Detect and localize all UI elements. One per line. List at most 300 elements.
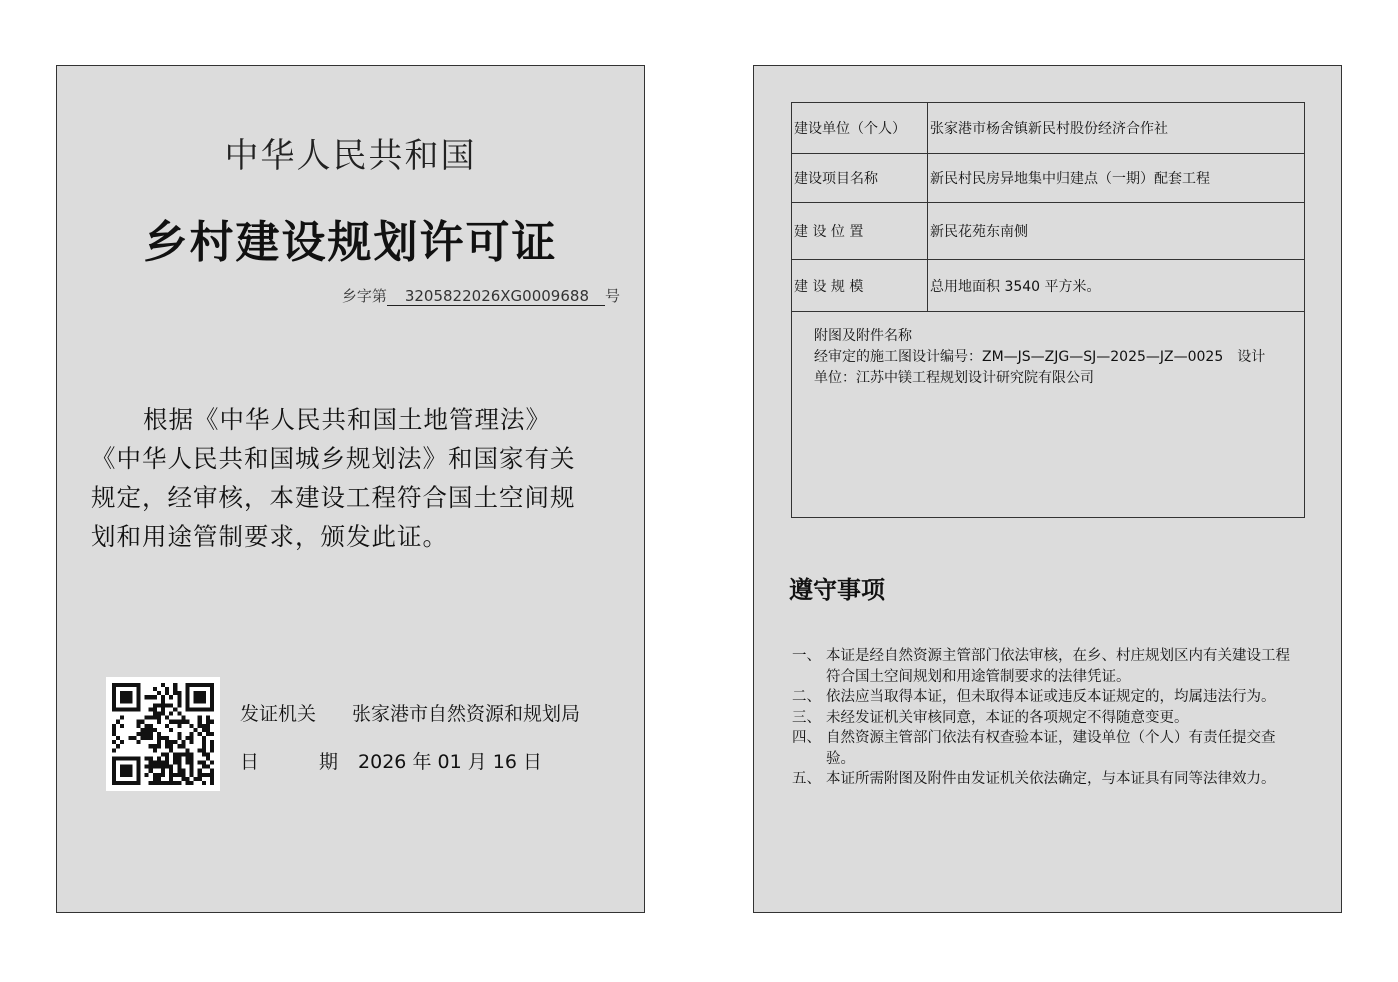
qr-module (202, 765, 206, 769)
permit-statement (91, 400, 615, 556)
qr-module (165, 687, 169, 691)
rule-text: 未经发证机关审核同意，本证的各项规定不得随意变更。 (826, 709, 1189, 726)
qr-module (136, 740, 140, 744)
qr-module (153, 761, 157, 765)
qr-module (149, 781, 153, 785)
qr-module (161, 712, 165, 716)
qr-module (161, 769, 165, 773)
qr-module (190, 740, 194, 744)
qr-module (198, 695, 202, 699)
qr-module (210, 699, 214, 703)
table-row (792, 203, 1305, 260)
qr-module (136, 724, 140, 728)
rule-number: 二、 (792, 689, 821, 705)
qr-module (173, 720, 177, 724)
rule-text: 本证所需附图及附件由发证机关依法确定，与本证具有同等法律效力。 (826, 771, 1276, 787)
qr-module (132, 683, 136, 687)
qr-module (120, 740, 124, 744)
qr-module (206, 707, 210, 711)
field-label: 建 设 规 模 (792, 260, 928, 312)
qr-module (206, 728, 210, 732)
qr-module (185, 695, 189, 699)
qr-module (112, 703, 116, 707)
qr-module (153, 748, 157, 752)
qr-module (185, 752, 189, 756)
qr-module (194, 695, 198, 699)
qr-module (169, 728, 173, 732)
qr-module (202, 748, 206, 752)
qr-module (177, 732, 181, 736)
date-unit: 日 (523, 751, 543, 773)
qr-module (173, 756, 177, 760)
qr-module (124, 683, 128, 687)
qr-module (177, 699, 181, 703)
qr-module (132, 781, 136, 785)
qr-module (185, 777, 189, 781)
qr-module (161, 781, 165, 785)
qr-module (145, 732, 149, 736)
rule-item (792, 708, 1292, 729)
qr-module (165, 761, 169, 765)
qr-module (128, 736, 132, 740)
date-unit: 年 (412, 751, 432, 773)
project-info-table (791, 102, 1305, 518)
qr-module (136, 695, 140, 699)
qr-module (120, 716, 124, 720)
qr-module (210, 695, 214, 699)
qr-module (202, 695, 206, 699)
qr-module (124, 769, 128, 773)
qr-module (136, 691, 140, 695)
rule-number: 三、 (792, 709, 821, 726)
qr-module (165, 744, 169, 748)
qr-module (190, 756, 194, 760)
issuer-value: 张家港市自然资源和规划局 (352, 703, 581, 725)
date-month: 01 (437, 751, 462, 773)
qr-module (128, 769, 132, 773)
qr-module (177, 773, 181, 777)
date-year: 2026 (358, 751, 407, 773)
qr-module (210, 748, 214, 752)
qr-module (120, 683, 124, 687)
qr-module (185, 756, 189, 760)
qr-module (112, 765, 116, 769)
qr-module (161, 703, 165, 707)
qr-module (157, 720, 161, 724)
qr-module (169, 773, 173, 777)
qr-module (145, 756, 149, 760)
qr-module (120, 781, 124, 785)
qr-module (202, 707, 206, 711)
qr-module (153, 777, 157, 781)
qr-module (157, 765, 161, 769)
qr-module (145, 773, 149, 777)
qr-module (157, 703, 161, 707)
qr-module (194, 699, 198, 703)
qr-module (149, 769, 153, 773)
qr-module (198, 683, 202, 687)
qr-module (165, 752, 169, 756)
qr-module (157, 712, 161, 716)
qr-module (169, 695, 173, 699)
rule-item (792, 769, 1292, 790)
qr-module (120, 691, 124, 695)
qr-module (141, 736, 145, 740)
qr-module (202, 761, 206, 765)
qr-module (157, 736, 161, 740)
permit-number: 3205822026XG0009688 (387, 287, 605, 306)
qr-module (120, 765, 124, 769)
qr-module (149, 695, 153, 699)
qr-module (185, 781, 189, 785)
attachment-line: 经审定的施工图设计编号：ZM—JS—ZJG—SJ—2025—JZ—0025 设计 (814, 349, 1266, 365)
qr-module (190, 781, 194, 785)
rules-title: 遵守事项 (789, 576, 885, 604)
rule-number: 一、 (792, 648, 821, 664)
qr-module (177, 752, 181, 756)
qr-module (177, 703, 181, 707)
qr-module (161, 699, 165, 703)
qr-module (206, 765, 210, 769)
field-label: 建 设 位 置 (792, 203, 928, 260)
qr-module (177, 761, 181, 765)
qr-module (145, 728, 149, 732)
qr-module (165, 765, 169, 769)
qr-module (190, 765, 194, 769)
qr-module (112, 732, 116, 736)
qr-module (185, 761, 189, 765)
qr-module (141, 728, 145, 732)
qr-module (206, 683, 210, 687)
qr-module (153, 703, 157, 707)
qr-module (181, 769, 185, 773)
qr-module (161, 736, 165, 740)
qr-module (190, 761, 194, 765)
qr-module (157, 773, 161, 777)
qr-module (153, 716, 157, 720)
qr-module (173, 691, 177, 695)
qr-module (136, 773, 140, 777)
qr-module (149, 744, 153, 748)
qr-module (141, 732, 145, 736)
qr-module (165, 691, 169, 695)
qr-module (206, 773, 210, 777)
qr-module (116, 736, 120, 740)
qr-module (165, 703, 169, 707)
qr-module (210, 703, 214, 707)
qr-module (120, 724, 124, 728)
qr-module (124, 781, 128, 785)
qr-module (161, 707, 165, 711)
qr-module (161, 752, 165, 756)
qr-module (177, 744, 181, 748)
qr-module (185, 720, 189, 724)
field-label: 建设项目名称 (792, 154, 928, 203)
qr-module (177, 695, 181, 699)
qr-module (157, 740, 161, 744)
attachment-line: 附图及附件名称 (814, 328, 912, 344)
qr-module (190, 707, 194, 711)
qr-module (210, 707, 214, 711)
qr-module (169, 765, 173, 769)
qr-module (149, 756, 153, 760)
qr-module (124, 699, 128, 703)
qr-module (136, 761, 140, 765)
qr-module (157, 744, 161, 748)
field-value: 总用地面积 3540 平方米。 (928, 260, 1305, 312)
qr-module (206, 756, 210, 760)
qr-module (185, 699, 189, 703)
attachments-cell (792, 312, 1305, 518)
qr-module (136, 699, 140, 703)
date-unit: 月 (467, 751, 487, 773)
qr-module (112, 781, 116, 785)
qr-module (198, 777, 202, 781)
qr-module (149, 761, 153, 765)
qr-module (132, 707, 136, 711)
qr-module (124, 707, 128, 711)
qr-module (181, 744, 185, 748)
qr-module (185, 687, 189, 691)
qr-module (194, 707, 198, 711)
qr-module (177, 736, 181, 740)
qr-module (149, 732, 153, 736)
issuer-label: 发证机关 (240, 703, 317, 725)
qr-module (202, 724, 206, 728)
table-row (792, 154, 1305, 203)
qr-module (157, 761, 161, 765)
qr-module (198, 720, 202, 724)
statement-line: 划和用途管制要求，颁发此证。 (91, 522, 448, 551)
qr-module (120, 769, 124, 773)
qr-module (190, 724, 194, 728)
qr-module (136, 683, 140, 687)
qr-module (112, 699, 116, 703)
qr-module (128, 765, 132, 769)
qr-module (206, 732, 210, 736)
qr-module (161, 765, 165, 769)
qr-module (177, 724, 181, 728)
qr-module (136, 756, 140, 760)
qr-module (145, 736, 149, 740)
table-row (792, 312, 1305, 518)
qr-module (145, 765, 149, 769)
qr-module (194, 728, 198, 732)
qr-module (153, 687, 157, 691)
qr-module (202, 740, 206, 744)
qr-module (202, 752, 206, 756)
qr-module (181, 752, 185, 756)
qr-module (116, 756, 120, 760)
country-name: 中华人民共和国 (224, 136, 477, 176)
qr-module (149, 724, 153, 728)
qr-module (124, 695, 128, 699)
date-day: 16 (492, 751, 517, 773)
date-label: 日 (240, 751, 260, 773)
qr-module (120, 773, 124, 777)
qr-module (112, 691, 116, 695)
qr-module (136, 777, 140, 781)
qr-module (210, 781, 214, 785)
issue-date-line (240, 747, 542, 774)
qr-module (194, 683, 198, 687)
qr-module (169, 744, 173, 748)
table-row (792, 103, 1305, 154)
qr-module (132, 736, 136, 740)
qr-module (128, 781, 132, 785)
qr-module (153, 707, 157, 711)
qr-module (190, 736, 194, 740)
qr-module (177, 781, 181, 785)
qr-module (112, 756, 116, 760)
issuer-line (240, 699, 580, 726)
qr-module (112, 728, 116, 732)
permit-back-page (753, 65, 1342, 913)
qr-module (169, 712, 173, 716)
qr-module (120, 707, 124, 711)
rule-text: 自然资源主管部门依法有权查验本证，建设单位（个人）有责任提交查验。 (826, 730, 1276, 767)
qr-module (112, 773, 116, 777)
qr-module (190, 683, 194, 687)
qr-module (157, 777, 161, 781)
qr-module (149, 728, 153, 732)
qr-module (169, 748, 173, 752)
qr-module (198, 724, 202, 728)
qr-module (210, 744, 214, 748)
qr-module (161, 695, 165, 699)
qr-module (165, 724, 169, 728)
qr-module (124, 756, 128, 760)
qr-module (153, 744, 157, 748)
rule-text: 依法应当取得本证，但未取得本证或违反本证规定的，均属违法行为。 (826, 689, 1276, 705)
qr-module (149, 707, 153, 711)
qr-module (181, 740, 185, 744)
qr-module (161, 773, 165, 777)
qr-module (161, 761, 165, 765)
qr-module (190, 773, 194, 777)
qr-module (202, 691, 206, 695)
qr-module (173, 781, 177, 785)
qr-module (165, 740, 169, 744)
qr-module (202, 773, 206, 777)
qr-module (173, 740, 177, 744)
qr-module (112, 687, 116, 691)
qr-module (210, 773, 214, 777)
qr-module (173, 707, 177, 711)
qr-module (173, 683, 177, 687)
qr-module (206, 752, 210, 756)
qr-module (112, 724, 116, 728)
attachment-line: 单位：江苏中镁工程规划设计研究院有限公司 (814, 370, 1094, 386)
qr-module (210, 691, 214, 695)
qr-module (145, 724, 149, 728)
qr-module (145, 716, 149, 720)
qr-module (116, 720, 120, 724)
qr-module (112, 740, 116, 744)
rule-item (792, 728, 1292, 769)
rules-list (792, 646, 1292, 790)
qr-module (198, 769, 202, 773)
qr-module (141, 720, 145, 724)
qr-module (169, 777, 173, 781)
qr-module (112, 683, 116, 687)
rule-number: 四、 (792, 730, 821, 746)
statement-line: 《中华人民共和国城乡规划法》和国家有关 (91, 444, 576, 473)
qr-module (202, 781, 206, 785)
qr-module (116, 707, 120, 711)
qr-module (145, 695, 149, 699)
qr-module (112, 748, 116, 752)
qr-module (206, 720, 210, 724)
qr-module (128, 691, 132, 695)
qr-module (120, 699, 124, 703)
qr-module (149, 765, 153, 769)
qr-module (181, 777, 185, 781)
qr-module (185, 703, 189, 707)
permit-title: 乡村建设规划许可证 (143, 217, 558, 268)
qr-module (112, 695, 116, 699)
qr-module (136, 769, 140, 773)
qr-module (136, 765, 140, 769)
rule-number: 五、 (792, 771, 821, 787)
qr-module (177, 756, 181, 760)
qr-module (153, 765, 157, 769)
qr-module (165, 716, 169, 720)
qr-module (198, 699, 202, 703)
qr-module (190, 752, 194, 756)
table-row (792, 260, 1305, 312)
qr-module (165, 781, 169, 785)
qr-code[interactable] (106, 677, 220, 791)
qr-module (161, 683, 165, 687)
qr-module (157, 781, 161, 785)
qr-module (198, 773, 202, 777)
qr-module (124, 691, 128, 695)
qr-module (198, 691, 202, 695)
qr-module (116, 781, 120, 785)
qr-module (198, 716, 202, 720)
qr-module (136, 707, 140, 711)
qr-module (181, 773, 185, 777)
qr-module (149, 716, 153, 720)
qr-module (177, 712, 181, 716)
qr-module (157, 691, 161, 695)
qr-module (128, 756, 132, 760)
field-value: 新民花苑东南侧 (928, 203, 1305, 260)
qr-module (198, 707, 202, 711)
date-label: 期 (319, 751, 339, 773)
qr-module (210, 683, 214, 687)
qr-module (112, 769, 116, 773)
qr-module (202, 683, 206, 687)
qr-module (202, 699, 206, 703)
qr-module (128, 707, 132, 711)
qr-module (185, 748, 189, 752)
permit-front-page (56, 65, 645, 913)
qr-module (132, 756, 136, 760)
qr-module (153, 728, 157, 732)
qr-module (169, 720, 173, 724)
qr-module (177, 720, 181, 724)
qr-module (210, 777, 214, 781)
qr-module (153, 695, 157, 699)
qr-module (202, 736, 206, 740)
qr-module (165, 756, 169, 760)
qr-module (185, 736, 189, 740)
qr-module (173, 687, 177, 691)
qr-module (198, 761, 202, 765)
qr-module (124, 773, 128, 777)
